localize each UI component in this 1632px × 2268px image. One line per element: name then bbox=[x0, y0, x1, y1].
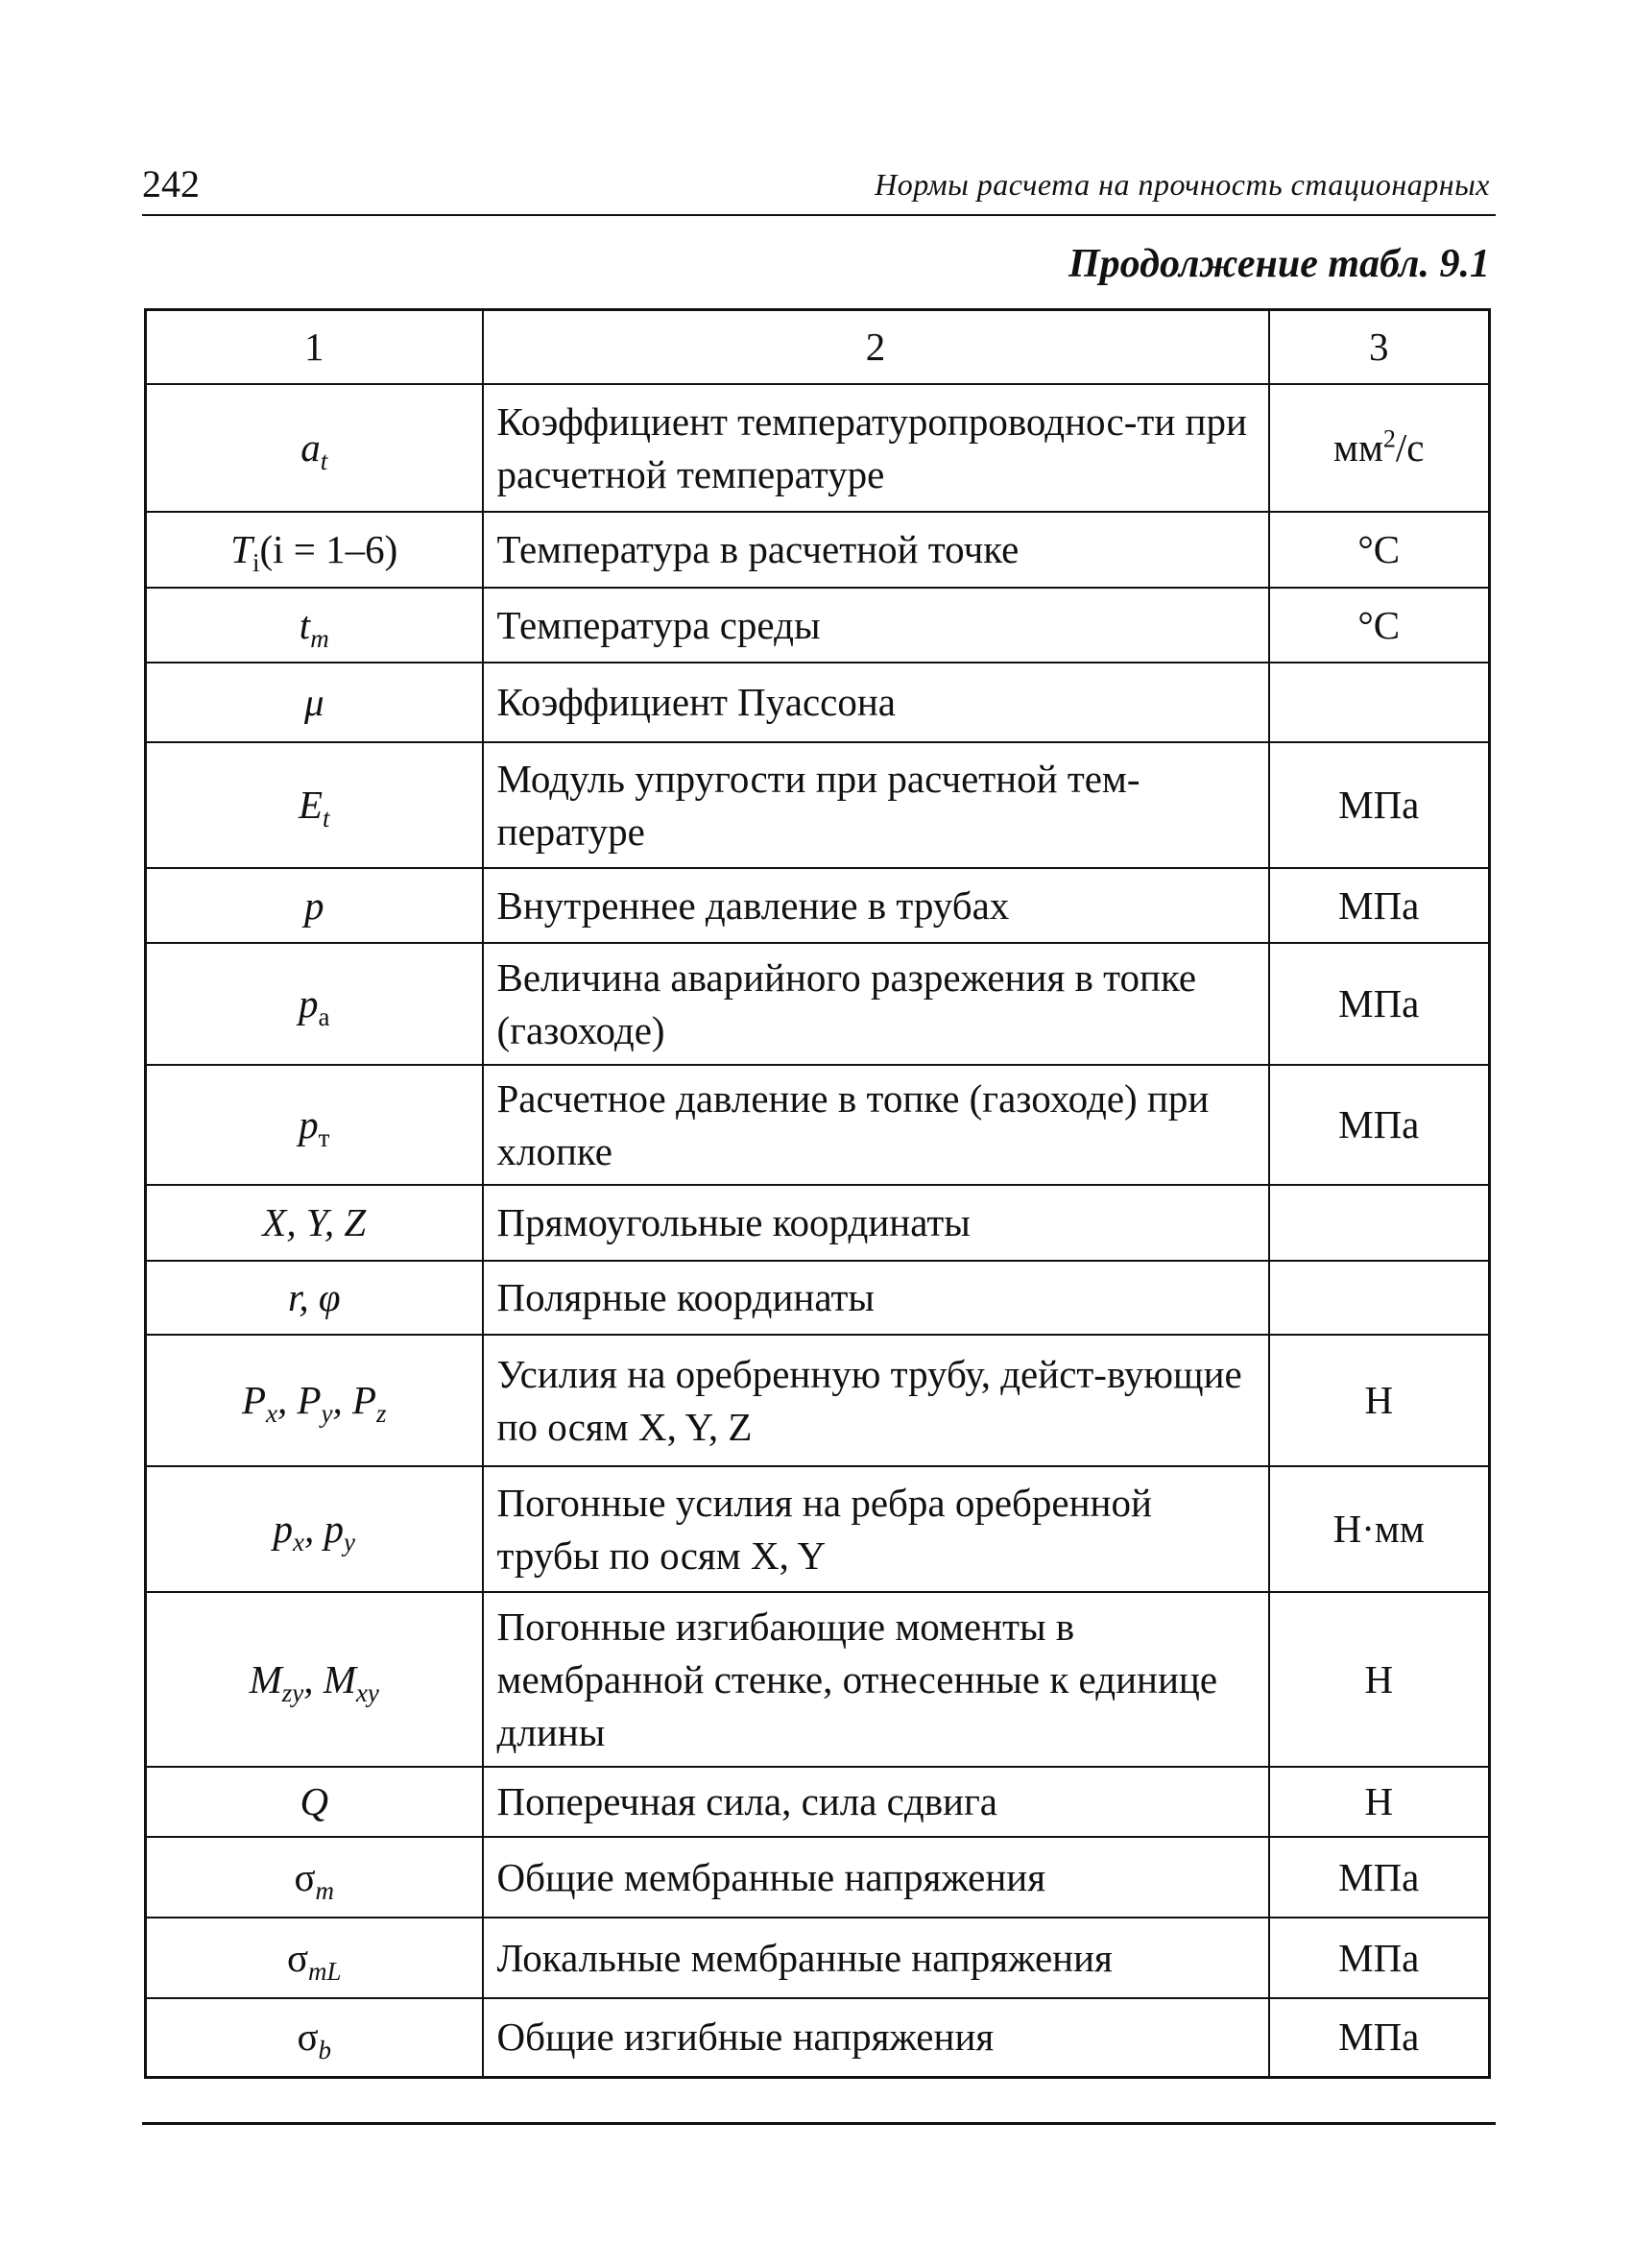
unit-cell: МПа bbox=[1269, 1065, 1490, 1185]
unit-cell: МПа bbox=[1269, 742, 1490, 868]
unit-cell bbox=[1269, 384, 1490, 512]
unit-cell: МПа bbox=[1269, 868, 1490, 943]
symbol-subscript: t bbox=[323, 804, 330, 833]
symbol-subscript: m bbox=[315, 1875, 335, 1905]
unit-cell: МПа bbox=[1269, 1998, 1490, 2077]
description-cell: Общие изгибные напряжения bbox=[483, 1998, 1269, 2077]
unit-cell: Н bbox=[1269, 1767, 1490, 1837]
symbol-cell: X, Y, Z bbox=[146, 1185, 483, 1261]
description-cell: Температура в расчетной точке bbox=[483, 512, 1269, 588]
symbol-cell bbox=[146, 1918, 483, 1998]
symbol-main: , P bbox=[276, 1378, 322, 1422]
table-row bbox=[146, 1998, 1490, 2077]
symbol-main: , M bbox=[303, 1656, 356, 1701]
symbol-cell: p bbox=[146, 868, 483, 943]
table-row bbox=[146, 384, 1490, 512]
unit-cell: °С bbox=[1269, 588, 1490, 663]
symbol-subscript: t bbox=[320, 446, 328, 476]
table-row bbox=[146, 1837, 1490, 1918]
description-cell: Локальные мембранные напряжения bbox=[483, 1918, 1269, 1998]
table-row bbox=[146, 1065, 1490, 1185]
column-header-1: 1 bbox=[146, 310, 483, 385]
symbol-subscript: zy bbox=[281, 1677, 304, 1707]
table-row bbox=[146, 742, 1490, 868]
header-rule bbox=[142, 214, 1496, 216]
symbol-subscript: i bbox=[252, 548, 260, 578]
column-header-2: 2 bbox=[483, 310, 1269, 385]
running-head: Нормы расчета на прочность стационарных bbox=[875, 167, 1490, 202]
symbol-main: σ bbox=[294, 1854, 316, 1899]
symbol-main: , p bbox=[304, 1507, 344, 1551]
symbol-cell: r, φ bbox=[146, 1261, 483, 1335]
description-cell: Прямоугольные координаты bbox=[483, 1185, 1269, 1261]
table-row bbox=[146, 1335, 1490, 1466]
symbol-cell bbox=[146, 384, 483, 512]
table-header-row bbox=[146, 310, 1490, 385]
page-number: 242 bbox=[142, 162, 200, 205]
description-cell: Общие мембранные напряжения bbox=[483, 1837, 1269, 1918]
unit-cell: МПа bbox=[1269, 1918, 1490, 1998]
unit-cell: Н·мм bbox=[1269, 1466, 1490, 1592]
unit-base: мм bbox=[1333, 425, 1383, 470]
description-cell: Погонные изгибающие моменты в мембранной стенке, отнесенные к единице длины bbox=[483, 1592, 1269, 1767]
symbol-tail: (i = 1–6) bbox=[259, 527, 398, 571]
symbol-cell bbox=[146, 742, 483, 868]
description-cell: Полярные координаты bbox=[483, 1261, 1269, 1335]
description-cell: Расчетное давление в топке (газоходе) при хлопке bbox=[483, 1065, 1269, 1185]
symbol-subscript: т bbox=[318, 1123, 330, 1153]
unit-cell bbox=[1269, 663, 1490, 742]
symbol-main: p bbox=[299, 1102, 319, 1146]
symbol-subscript: b bbox=[318, 2036, 332, 2065]
symbol-cell bbox=[146, 1065, 483, 1185]
unit-cell: Н bbox=[1269, 1335, 1490, 1466]
table-row bbox=[146, 1185, 1490, 1261]
unit-cell: °С bbox=[1269, 512, 1490, 588]
unit-cell bbox=[1269, 1185, 1490, 1261]
bottom-rule bbox=[142, 2122, 1496, 2125]
description-cell: Величина аварийного разрежения в топке (газоходе) bbox=[483, 943, 1269, 1065]
unit-superscript: 2 bbox=[1382, 424, 1396, 453]
symbols-table bbox=[144, 308, 1491, 2079]
symbol-subscript: y bbox=[344, 1528, 355, 1557]
symbol-main: E bbox=[298, 783, 324, 827]
symbol-cell bbox=[146, 1837, 483, 1918]
symbol-cell bbox=[146, 1335, 483, 1466]
symbol-main: a bbox=[300, 425, 321, 470]
unit-tail: /с bbox=[1395, 425, 1425, 470]
table-caption: Продолжение табл. 9.1 bbox=[1068, 242, 1490, 286]
unit-cell: МПа bbox=[1269, 943, 1490, 1065]
symbol-subscript: а bbox=[318, 1002, 330, 1032]
symbol-cell bbox=[146, 943, 483, 1065]
symbol-main: M bbox=[249, 1656, 282, 1701]
symbol-main: T bbox=[230, 527, 252, 571]
table-row bbox=[146, 1767, 1490, 1837]
symbol-subscript: x bbox=[265, 1399, 277, 1429]
symbol-main: P bbox=[241, 1378, 266, 1422]
symbol-subscript: mL bbox=[308, 1956, 342, 1986]
symbol-main: σ bbox=[286, 1935, 309, 1980]
symbol-cell bbox=[146, 512, 483, 588]
table-row bbox=[146, 1592, 1490, 1767]
symbol-subscript: xy bbox=[355, 1677, 379, 1707]
symbol-main: p bbox=[299, 981, 319, 1025]
symbol-subscript: z bbox=[376, 1399, 387, 1429]
symbol-subscript: m bbox=[310, 623, 329, 653]
table-row bbox=[146, 868, 1490, 943]
description-cell: Коэффициент температуропроводнос-ти при расчетной температуре bbox=[483, 384, 1269, 512]
symbol-main: t bbox=[299, 602, 311, 647]
symbol-cell: μ bbox=[146, 663, 483, 742]
description-cell: Усилия на оребренную трубу, дейст-вующие по осям X, Y, Z bbox=[483, 1335, 1269, 1466]
symbol-cell bbox=[146, 1998, 483, 2077]
symbol-cell bbox=[146, 1592, 483, 1767]
description-cell: Погонные усилия на ребра оребренной трубы по осям X, Y bbox=[483, 1466, 1269, 1592]
table-row bbox=[146, 663, 1490, 742]
column-header-3: 3 bbox=[1269, 310, 1490, 385]
description-cell: Модуль упругости при расчетной тем-пературе bbox=[483, 742, 1269, 868]
symbol-cell bbox=[146, 1466, 483, 1592]
symbol-main: σ bbox=[297, 2015, 319, 2060]
table-row bbox=[146, 1466, 1490, 1592]
description-cell: Температура среды bbox=[483, 588, 1269, 663]
table-row bbox=[146, 1918, 1490, 1998]
table-row bbox=[146, 943, 1490, 1065]
table-row bbox=[146, 1261, 1490, 1335]
description-cell: Внутреннее давление в трубах bbox=[483, 868, 1269, 943]
table-row bbox=[146, 588, 1490, 663]
unit-cell bbox=[1269, 1261, 1490, 1335]
description-cell: Коэффициент Пуассона bbox=[483, 663, 1269, 742]
table-row bbox=[146, 512, 1490, 588]
symbol-main: , P bbox=[332, 1378, 377, 1422]
unit-cell: МПа bbox=[1269, 1837, 1490, 1918]
symbol-subscript: y bbox=[321, 1399, 333, 1429]
unit-cell: Н bbox=[1269, 1592, 1490, 1767]
symbol-cell: Q bbox=[146, 1767, 483, 1837]
symbol-cell bbox=[146, 588, 483, 663]
symbol-subscript: x bbox=[293, 1528, 304, 1557]
description-cell: Поперечная сила, сила сдвига bbox=[483, 1767, 1269, 1837]
symbol-main: p bbox=[273, 1507, 294, 1551]
